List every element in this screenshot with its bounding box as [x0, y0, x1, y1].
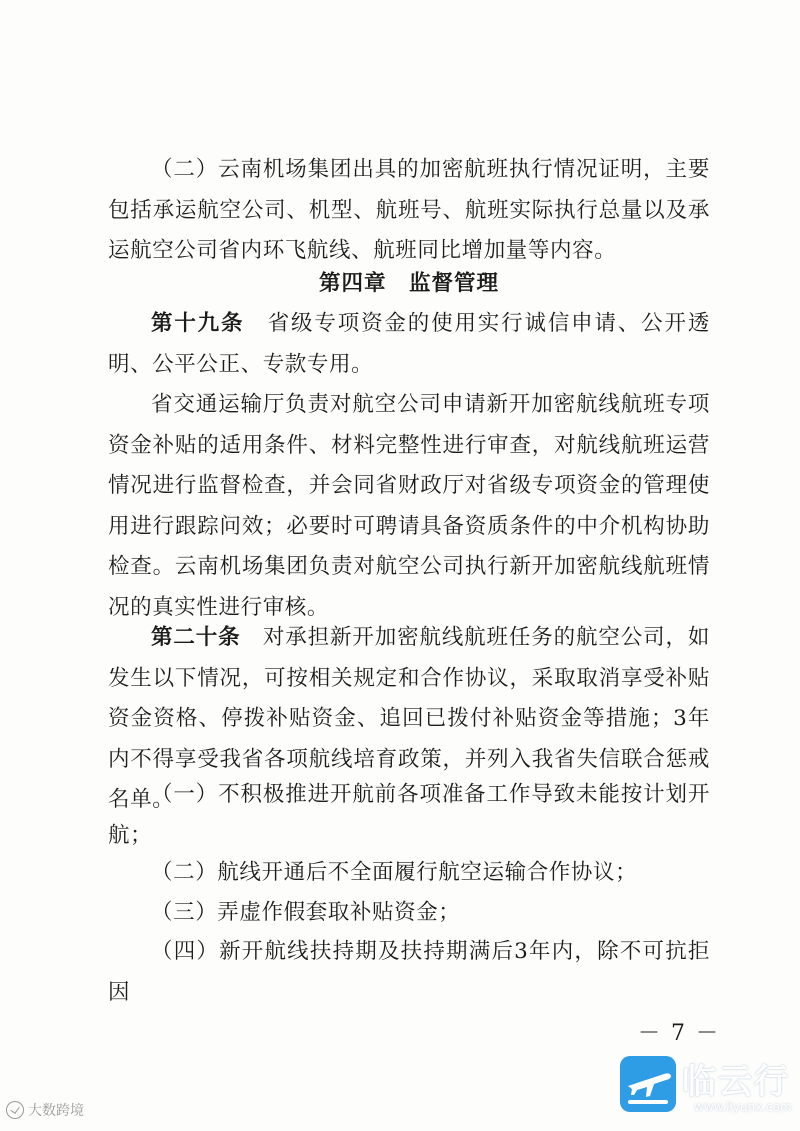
list-item-2 — [108, 853, 710, 894]
check-circle-icon — [6, 1101, 24, 1119]
brand-url: www.liyunx.com — [694, 1100, 792, 1114]
paragraph-text: 省交通运输厅负责对航空公司申请新开加密航线航班专项资金补贴的适用条件、材料完整性进行审查，对航线航班运营情况进行监督检查，并会同省财政厅对省级专项资金的管理使用进行跟踪问效；必要时可聘请具备资质条件的中介机构协助检查。云南机场集团负责对航空公司执行新开加密航线航班情况的真实性进行审核。 — [108, 392, 710, 620]
page-number: － 7 － — [638, 1021, 720, 1046]
article-19 — [108, 304, 710, 385]
watermark-left-text: 大数跨境 — [28, 1103, 84, 1119]
list-item-4 — [108, 932, 710, 1013]
brand-name: 临云行 — [682, 1062, 790, 1102]
paragraph-text: 对承担新开加密航线航班任务的航空公司，如发生以下情况，可按相关规定和合作协议，采取取消享受补贴资金资格、停拨补贴资金、追回已拨付补贴资金等措施；3年内不得享受我省各项航线培育政策，并列入我省失信联合惩戒名单。 — [108, 625, 710, 812]
paragraph-text: 省级专项资金的使用实行诚信申请、公开透明、公平公正、专款专用。 — [108, 311, 710, 377]
chapter-heading: 第四章 监督管理 — [318, 271, 499, 296]
paragraph-2-evidence — [108, 150, 710, 272]
paragraph-text: （一）不积极推进开航前各项准备工作导致未能按计划开航； — [108, 782, 710, 848]
brand-watermark — [620, 1050, 800, 1131]
article-number: 第十九条 — [151, 311, 245, 336]
paragraph-text: （二）航线开通后不全面履行航空运输合作协议； — [151, 860, 638, 885]
paragraph-text: （四）新开航线扶持期及扶持期满后3年内，除不可抗拒因 — [108, 939, 710, 1005]
paragraph-text: （二）云南机场集团出具的加密航班执行情况证明，主要包括承运航空公司、机型、航班号、航班实际执行总量以及承运航空公司省内环飞航线、航班同比增加量等内容。 — [108, 157, 710, 263]
paragraph-supervision — [108, 385, 710, 628]
watermark-left — [6, 1100, 84, 1120]
article-number: 第二十条 — [151, 625, 241, 650]
airplane-logo-icon — [620, 1056, 676, 1112]
paragraph-text: （三）弄虚作假套取补贴资金； — [151, 900, 461, 925]
list-item-3 — [108, 893, 710, 934]
list-item-1 — [108, 775, 710, 856]
